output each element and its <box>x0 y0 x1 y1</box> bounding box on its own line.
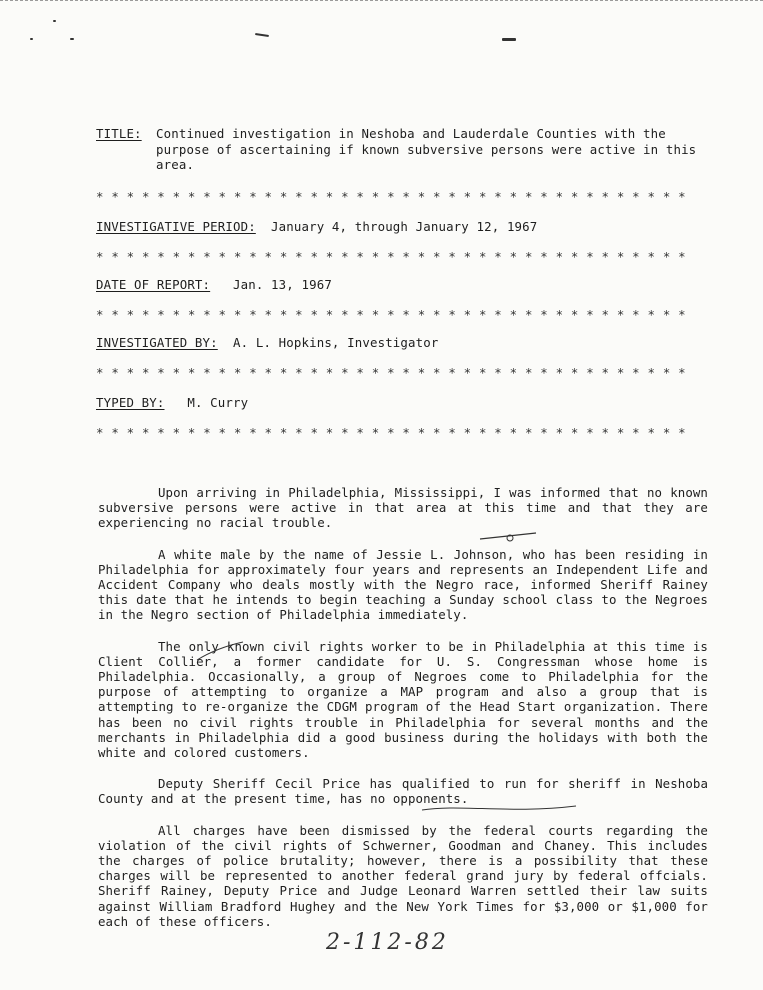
separator-line: * * * * * * * * * * * * * * * * * * * * * * * * * * * * * * * * * * * * * * * <box>96 424 686 440</box>
handwritten-mark <box>478 530 540 546</box>
investigative-period-value: January 4, through January 12, 1967 <box>271 218 538 234</box>
investigative-period-row <box>96 219 726 235</box>
page-top-edge <box>0 0 763 3</box>
separator-line: * * * * * * * * * * * * * * * * * * * * * * * * * * * * * * * * * * * * * * * <box>96 188 686 204</box>
handwritten-underline <box>195 640 245 664</box>
typed-by-row <box>96 395 726 411</box>
report-body <box>98 485 738 945</box>
title-text: Continued investigation in Neshoba and Lauderdale Counties with the purpose of ascertaining if known subversive persons were active in this area. <box>156 126 697 172</box>
handwritten-strike <box>420 800 580 818</box>
investigated-by-label: INVESTIGATED BY: <box>96 334 218 350</box>
body-paragraph: Deputy Sheriff Cecil Price has qualified to run for sheriff in Neshoba County and at the present time, has no opponents. <box>98 776 708 807</box>
body-paragraph: A white male by the name of Jessie L. Johnson, who has been residing in Philadelphia for approximately four years and represents an Independent Life and Accident Company who deals mostly with the Negro race, informed Sheriff Rainey this date that he intends to begin teaching a Sunday school class to the Negroes in the Negro section of Philadelphia immediately. <box>98 546 708 623</box>
separator-line: * * * * * * * * * * * * * * * * * * * * * * * * * * * * * * * * * * * * * * * <box>96 364 686 380</box>
scan-speck <box>70 38 74 40</box>
separator-line: * * * * * * * * * * * * * * * * * * * * * * * * * * * * * * * * * * * * * * * <box>96 248 686 264</box>
scan-speck <box>53 20 56 22</box>
body-paragraph: All charges have been dismissed by the federal courts regarding the violation of the civil rights of Schwerner, Goodman and Chaney. This includes the charges of police brutality; however, there is a possibility that these charges will be represented to another federal grand jury by federal offcials. Sheriff Rainey, Deputy Price and Judge Leonard Warren settled their law suits against William Bradford Hughey and the New York Times for $3,000 or $1,000 for each of these officers. <box>98 822 708 929</box>
date-of-report-value: Jan. 13, 1967 <box>233 276 332 292</box>
investigated-by-row <box>96 335 726 351</box>
report-header <box>96 126 726 441</box>
scan-speck <box>255 33 269 37</box>
body-paragraph: Upon arriving in Philadelphia, Mississippi, I was informed that no known subversive persons were active in that area at this time and that they are experiencing no racial trouble. <box>98 485 708 531</box>
separator-line: * * * * * * * * * * * * * * * * * * * * * * * * * * * * * * * * * * * * * * * <box>96 306 686 322</box>
typed-by-value: M. Curry <box>187 394 249 410</box>
body-paragraph: The only known civil rights worker to be in Philadelphia at this time is Client Collier, a former candidate for U. S. Congressman whose home is Philadelphia. Occasionally, a group of Negroes come to Philadelphia for the purpose of attempting to organize a MAP program and also a group that is attempting to re-organize the CDGM program of the Head Start organization. There has been no civil rights trouble in Philadelphia for several months and the merchants in Philadelphia did a good business during the holidays with both the white and colored customers. <box>98 638 708 761</box>
date-of-report-row <box>96 277 726 293</box>
title-label: TITLE: <box>96 126 142 141</box>
document-number: 2-112-82 <box>326 930 449 955</box>
scan-speck <box>502 38 516 41</box>
investigative-period-label: INVESTIGATIVE PERIOD: <box>96 218 256 234</box>
investigated-by-value: A. L. Hopkins, Investigator <box>233 334 439 350</box>
scan-speck <box>30 38 33 40</box>
title-row <box>96 126 726 173</box>
date-of-report-label: DATE OF REPORT: <box>96 276 211 292</box>
typed-by-label: TYPED BY: <box>96 394 165 410</box>
